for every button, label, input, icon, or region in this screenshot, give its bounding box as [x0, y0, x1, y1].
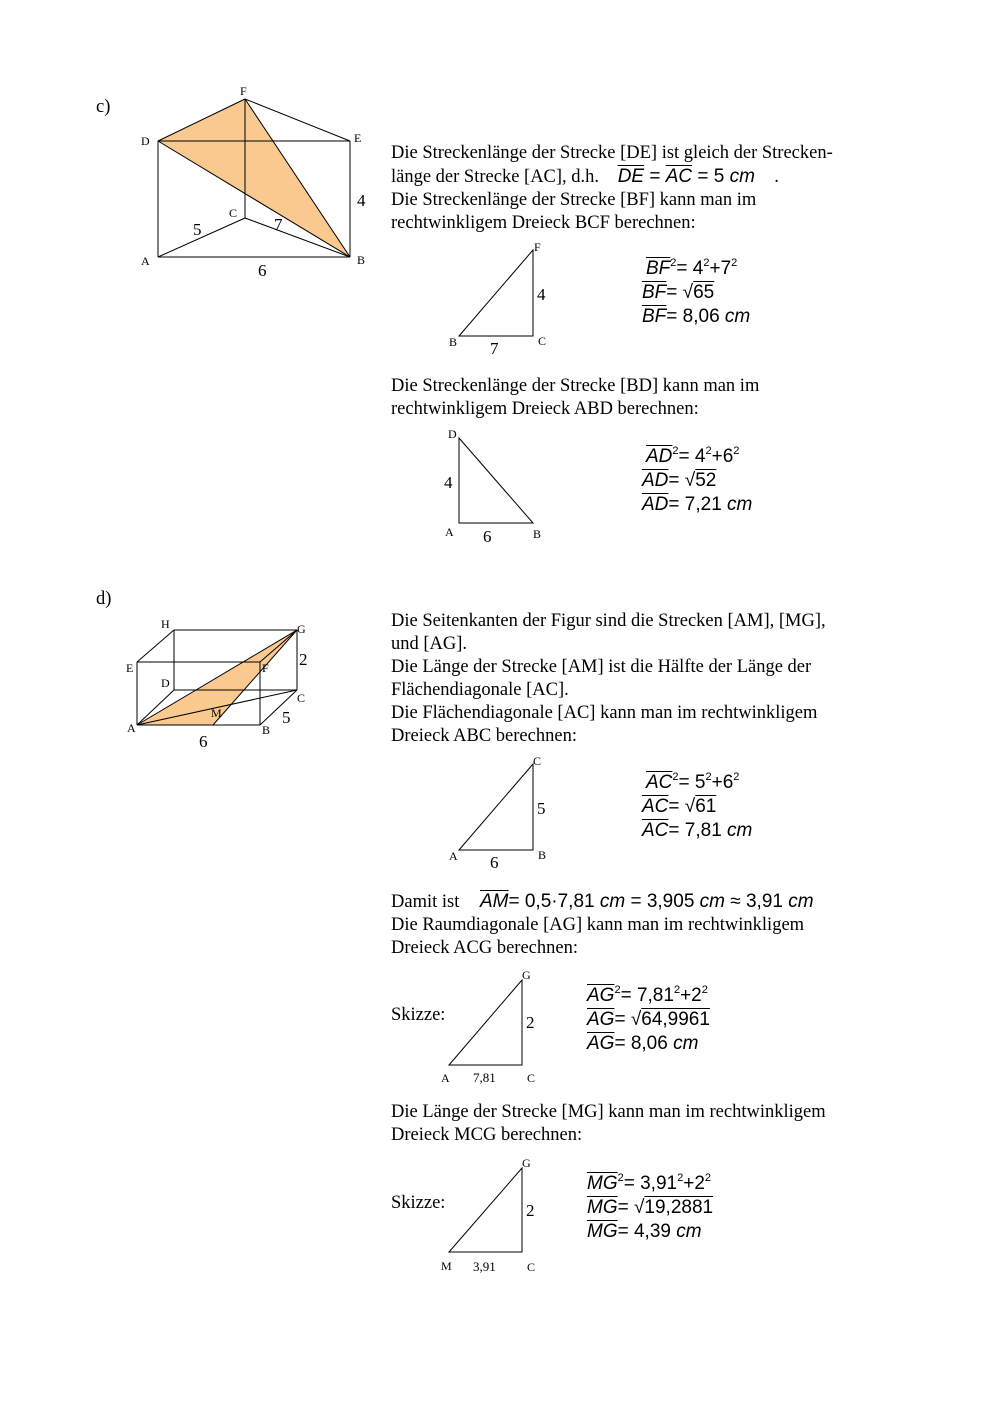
tri-mcg-label-g: G — [522, 1156, 531, 1170]
cuboid-label-d: D — [161, 676, 170, 690]
tri-mcg-height: 2 — [526, 1201, 535, 1220]
am-formula: $\overline{AM}= 0,5\cdot 7,81$ cm = 3,905 cm ≈ 3,91 cm — [479, 891, 814, 912]
ag-formula-3: $\overline{AG}= 8,06$ cm — [587, 1033, 699, 1054]
damit-text: Damit ist — [391, 892, 460, 912]
ac-formula-3: $\overline{AC}= 7,81$ cm — [642, 820, 753, 841]
d-p4-line1: Die Raumdiagonale [AG] kann man im rechtwinkligem — [391, 915, 805, 935]
tri-abd-label-a: A — [445, 525, 454, 539]
cuboid-edge-cg: 2 — [299, 650, 308, 669]
tri-bcf-label-b: B — [449, 335, 458, 349]
d-p3-line1: Die Flächendiagonale [AC] kann man im rechtwinkligem — [391, 703, 818, 723]
mg-formulas — [587, 1172, 713, 1244]
ad-formula-2: $\overline{AD}= √52$ — [642, 470, 717, 491]
ac-formula-1: $\overline{AC}^2= 5^2+6^2$ — [646, 771, 740, 793]
c-p3-line1: Die Streckenlänge der Strecke [BD] kann man im — [391, 376, 760, 396]
tri-acg-label-c: C — [527, 1071, 536, 1085]
c-p1-end: . — [774, 167, 779, 187]
prism-edge-cb: 7 — [274, 215, 283, 234]
prism-label-a: A — [141, 254, 150, 268]
tri-abd-label-d: D — [448, 427, 457, 441]
c-p3-line2: rechtwinkligem Dreieck ABD berechnen: — [391, 399, 699, 419]
cuboid-edge-ab: 6 — [199, 732, 208, 751]
tri-abd-height: 4 — [444, 473, 453, 492]
prism-label-d: D — [141, 134, 150, 148]
tri-acg-label-g: G — [522, 968, 531, 982]
tri-bcf-label-c: C — [538, 334, 547, 348]
d-p1-line1: Die Seitenkanten der Figur sind die Strecken [AM], [MG], — [391, 611, 826, 631]
c-p2-line2: rechtwinkligem Dreieck BCF berechnen: — [391, 213, 696, 233]
ag-formula-1: $\overline{AG}^2= 7,81^2+2^2$ — [587, 984, 708, 1006]
tri-abc-label-c: C — [533, 754, 542, 768]
d-p3-line2: Dreieck ABC berechnen: — [391, 726, 577, 746]
d-p5-line2: Dreieck MCG berechnen: — [391, 1125, 583, 1145]
tri-mcg-base: 3,91 — [473, 1259, 496, 1274]
de-ac-formula: $\overline{DE} = \overline{AC} = 5$ cm — [617, 166, 755, 187]
tri-acg-height: 2 — [526, 1013, 535, 1032]
d-p1-line2: und [AG]. — [391, 634, 468, 654]
prism-label-b: B — [357, 253, 366, 267]
tri-bcf-label-f: F — [534, 240, 541, 254]
mg-formula-3: $\overline{MG}= 4,39$ cm — [587, 1221, 702, 1242]
cuboid-label-a: A — [127, 721, 136, 735]
c-p1-line1: Die Streckenlänge der Strecke [DE] ist gleich der Strecken- — [391, 143, 833, 163]
bf-formula-1: $\overline{BF}^2= 4^2+7^2$ — [646, 257, 738, 279]
d-p2-line2: Flächendiagonale [AC]. — [391, 680, 569, 700]
tri-bcf-base: 7 — [490, 339, 499, 358]
cuboid-edge-bc: 5 — [282, 708, 291, 727]
tri-mcg-label-c: C — [527, 1260, 536, 1274]
bf-formula-3: $\overline{BF}= 8,06$ cm — [642, 306, 751, 327]
cuboid-label-b: B — [262, 723, 271, 737]
ad-formula-3: $\overline{AD}= 7,21$ cm — [642, 494, 753, 515]
cuboid-label-e: E — [126, 661, 134, 675]
c-p2-line1: Die Streckenlänge der Strecke [BF] kann man im — [391, 190, 757, 210]
prism-label-c: C — [229, 206, 238, 220]
d-p4-line2: Dreieck ACG berechnen: — [391, 938, 578, 958]
tri-abc-label-b: B — [538, 848, 547, 862]
tri-abc-height: 5 — [537, 799, 546, 818]
tri-abd-base: 6 — [483, 527, 492, 546]
cuboid-label-h: H — [161, 617, 170, 631]
cuboid-label-m: M — [211, 706, 222, 720]
tri-abd-label-b: B — [533, 527, 542, 541]
prism-edge-ac: 5 — [193, 220, 202, 239]
ag-formula-2: $\overline{AG}= √64,9961$ — [587, 1009, 710, 1030]
tri-bcf-height: 4 — [537, 285, 546, 304]
prism-height: 4 — [357, 191, 366, 210]
d-p5-line1: Die Länge der Strecke [MG] kann man im rechtwinkligem — [391, 1102, 826, 1122]
prism-edge-ab: 6 — [258, 261, 267, 280]
section-d-label: d) — [96, 589, 112, 609]
tri-acg-base: 7,81 — [473, 1070, 496, 1085]
prism-label-e: E — [354, 131, 362, 145]
prism-label-f: F — [240, 84, 247, 98]
ac-formula-2: $\overline{AC}= √61$ — [642, 796, 717, 817]
cuboid-label-f: F — [262, 661, 269, 675]
skizze-label-2: Skizze: — [391, 1193, 446, 1213]
tri-mcg-label-m: M — [441, 1259, 452, 1273]
bf-formula-2: $\overline{BF}= √65$ — [642, 282, 715, 303]
mg-formula-1: $\overline{MG}^2= 3,91^2+2^2$ — [587, 1172, 712, 1194]
c-p1-line2-text: länge der Strecke [AC], d.h. — [391, 167, 600, 187]
ad-formula-1: $\overline{AD}^2= 4^2+6^2$ — [646, 445, 740, 467]
tri-abc-base: 6 — [490, 853, 499, 872]
tri-acg-label-a: A — [441, 1071, 450, 1085]
d-p2-line1: Die Länge der Strecke [AM] ist die Hälfte der Länge der — [391, 657, 812, 677]
tri-abc-label-a: A — [449, 849, 458, 863]
skizze-label-1: Skizze: — [391, 1005, 446, 1025]
section-c-label: c) — [96, 97, 111, 117]
cuboid-label-g: G — [297, 622, 306, 636]
mg-formula-2: $\overline{MG}= √19,2881$ — [587, 1197, 714, 1218]
cuboid-label-c: C — [297, 691, 306, 705]
